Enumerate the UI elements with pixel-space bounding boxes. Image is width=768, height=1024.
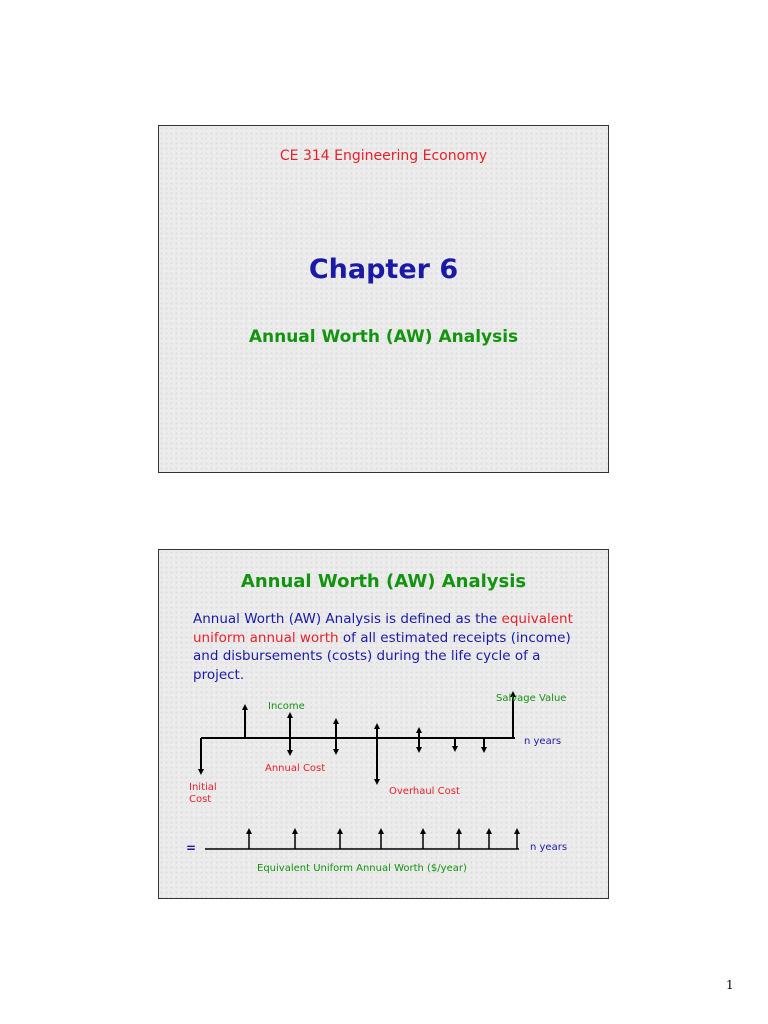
- definition-part2: of all estimated receipts (income) and disbursements (costs) during the life cycle of a project.: [193, 629, 571, 683]
- definition-part1: Annual Worth (AW) Analysis is defined as the: [193, 611, 498, 627]
- label-annual-cost: Annual Cost: [265, 763, 326, 774]
- chapter-heading: Chapter 6: [308, 254, 459, 285]
- slide-title: [158, 125, 609, 473]
- chapter-subtitle: Annual Worth (AW) Analysis: [248, 327, 519, 347]
- label-n-years-top: n years: [524, 736, 562, 747]
- label-equals: =: [186, 841, 197, 855]
- label-salvage-value: Salvage Value: [496, 693, 567, 704]
- label-overhaul-cost: Overhaul Cost: [389, 786, 460, 797]
- slide-title: Annual Worth (AW) Analysis: [240, 571, 527, 592]
- slide-aw-definition: [158, 549, 609, 899]
- page-number: 1: [726, 978, 734, 992]
- course-name: CE 314 Engineering Economy: [279, 148, 488, 164]
- label-initial-cost: Initial Cost: [189, 782, 217, 805]
- label-equivalent-annual-worth: Equivalent Uniform Annual Worth ($/year): [257, 863, 467, 874]
- label-income: Income: [268, 701, 305, 712]
- definition-highlight: equivalent uniform annual worth: [193, 611, 573, 646]
- label-n-years-bottom: n years: [530, 842, 568, 853]
